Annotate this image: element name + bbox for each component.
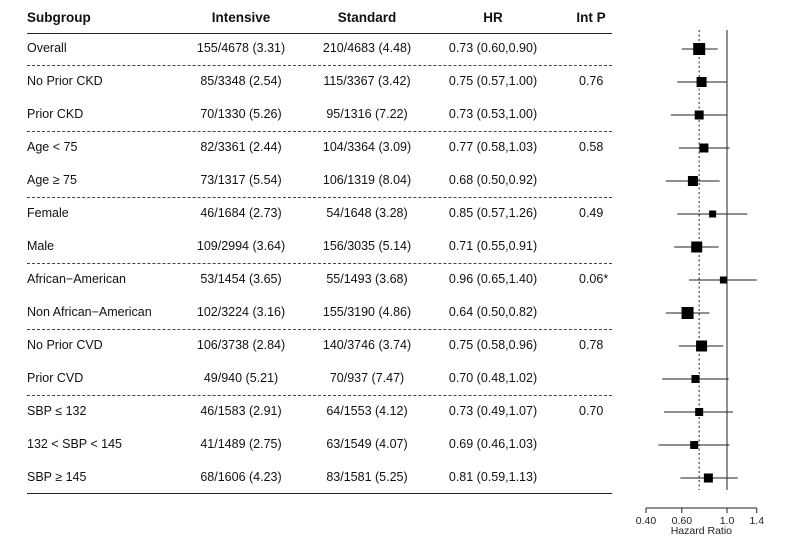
intensive-value: 102/3224 (3.16): [196, 305, 286, 319]
standard-value: 140/3746 (3.74): [322, 338, 412, 352]
header-subgroup: Subgroup: [27, 10, 91, 25]
point-estimate: [691, 375, 699, 383]
hr-value: 0.73 (0.53,1.00): [448, 107, 538, 121]
hr-value: 0.73 (0.49,1.07): [448, 404, 538, 418]
point-estimate: [691, 242, 702, 253]
hr-value: 0.81 (0.59,1.13): [448, 470, 538, 484]
intensive-value: 53/1454 (3.65): [200, 272, 282, 286]
standard-value: 64/1553 (4.12): [326, 404, 408, 418]
header-standard: Standard: [337, 10, 397, 25]
subgroup-label: No Prior CVD: [27, 338, 103, 352]
standard-value: 156/3035 (5.14): [322, 239, 412, 253]
point-estimate: [696, 341, 707, 352]
hr-value: 0.68 (0.50,0.92): [448, 173, 538, 187]
hr-value: 0.64 (0.50,0.82): [448, 305, 538, 319]
subgroup-label: Prior CKD: [27, 107, 84, 121]
subgroup-label: Overall: [27, 41, 67, 55]
subgroup-label: Prior CVD: [27, 371, 84, 385]
intensive-value: 70/1330 (5.26): [200, 107, 282, 121]
hr-value: 0.75 (0.57,1.00): [448, 74, 538, 88]
point-estimate: [695, 408, 703, 416]
point-estimate: [695, 111, 704, 120]
int-p-value: 0.58: [579, 140, 604, 154]
standard-value: 63/1549 (4.07): [326, 437, 408, 451]
header-hr: HR: [483, 10, 503, 25]
x-tick-label: 0.40: [635, 515, 657, 527]
int-p-value: 0.78: [579, 338, 604, 352]
point-estimate: [704, 474, 713, 483]
point-estimate: [693, 43, 705, 55]
header-int-p: Int P: [576, 10, 606, 25]
intensive-value: 73/1317 (5.54): [200, 173, 282, 187]
intensive-value: 68/1606 (4.23): [200, 470, 282, 484]
standard-value: 54/1648 (3.28): [326, 206, 408, 220]
intensive-value: 46/1684 (2.73): [200, 206, 282, 220]
int-p-value: 0.76: [579, 74, 604, 88]
intensive-value: 49/940 (5.21): [203, 371, 279, 385]
subgroup-label: 132 < SBP < 145: [27, 437, 122, 451]
hr-value: 0.75 (0.58,0.96): [448, 338, 538, 352]
header-intensive: Intensive: [211, 10, 271, 25]
intensive-value: 82/3361 (2.44): [200, 140, 282, 154]
standard-value: 83/1581 (5.25): [326, 470, 408, 484]
point-estimate: [720, 277, 727, 284]
subgroup-label: Male: [27, 239, 55, 253]
intensive-value: 85/3348 (2.54): [200, 74, 282, 88]
intensive-value: 155/4678 (3.31): [196, 41, 286, 55]
point-estimate: [688, 176, 698, 186]
int-p-value: 0.06*: [579, 272, 609, 286]
hr-value: 0.70 (0.48,1.02): [448, 371, 538, 385]
hr-value: 0.85 (0.57,1.26): [448, 206, 538, 220]
intensive-value: 46/1583 (2.91): [200, 404, 282, 418]
subgroup-label: No Prior CKD: [27, 74, 103, 88]
point-estimate: [682, 307, 694, 319]
subgroup-label: Age < 75: [27, 140, 78, 154]
int-p-value: 0.70: [579, 404, 604, 418]
x-tick-label: 1.0: [719, 515, 735, 527]
subgroup-label: SBP ≤ 132: [27, 404, 87, 418]
standard-value: 155/3190 (4.86): [322, 305, 412, 319]
standard-value: 104/3364 (3.09): [322, 140, 412, 154]
hr-value: 0.71 (0.55,0.91): [448, 239, 538, 253]
standard-value: 95/1316 (7.22): [326, 107, 408, 121]
intensive-value: 109/2994 (3.64): [196, 239, 286, 253]
intensive-value: 106/3738 (2.84): [196, 338, 286, 352]
standard-value: 55/1493 (3.68): [326, 272, 408, 286]
x-tick-label: 0.60: [671, 515, 693, 527]
point-estimate: [690, 441, 698, 449]
intensive-value: 41/1489 (2.75): [200, 437, 282, 451]
int-p-value: 0.49: [579, 206, 604, 220]
subgroup-label: African−American: [27, 272, 126, 286]
point-estimate: [697, 77, 707, 87]
subgroup-label: SBP ≥ 145: [27, 470, 87, 484]
standard-value: 115/3367 (3.42): [323, 74, 411, 88]
standard-value: 70/937 (7.47): [329, 371, 405, 385]
standard-value: 106/1319 (8.04): [322, 173, 412, 187]
subgroup-label: Female: [27, 206, 69, 220]
hr-value: 0.73 (0.60,0.90): [448, 41, 538, 55]
hr-value: 0.69 (0.46,1.03): [448, 437, 538, 451]
hr-value: 0.96 (0.65,1.40): [448, 272, 538, 286]
x-axis-title: Hazard Ratio: [670, 525, 733, 537]
subgroup-label: Non African−American: [27, 305, 152, 319]
subgroup-label: Age ≥ 75: [27, 173, 77, 187]
hr-value: 0.77 (0.58,1.03): [448, 140, 538, 154]
x-tick-label: 1.4: [749, 515, 765, 527]
point-estimate: [709, 211, 716, 218]
standard-value: 210/4683 (4.48): [322, 41, 412, 55]
point-estimate: [699, 144, 708, 153]
